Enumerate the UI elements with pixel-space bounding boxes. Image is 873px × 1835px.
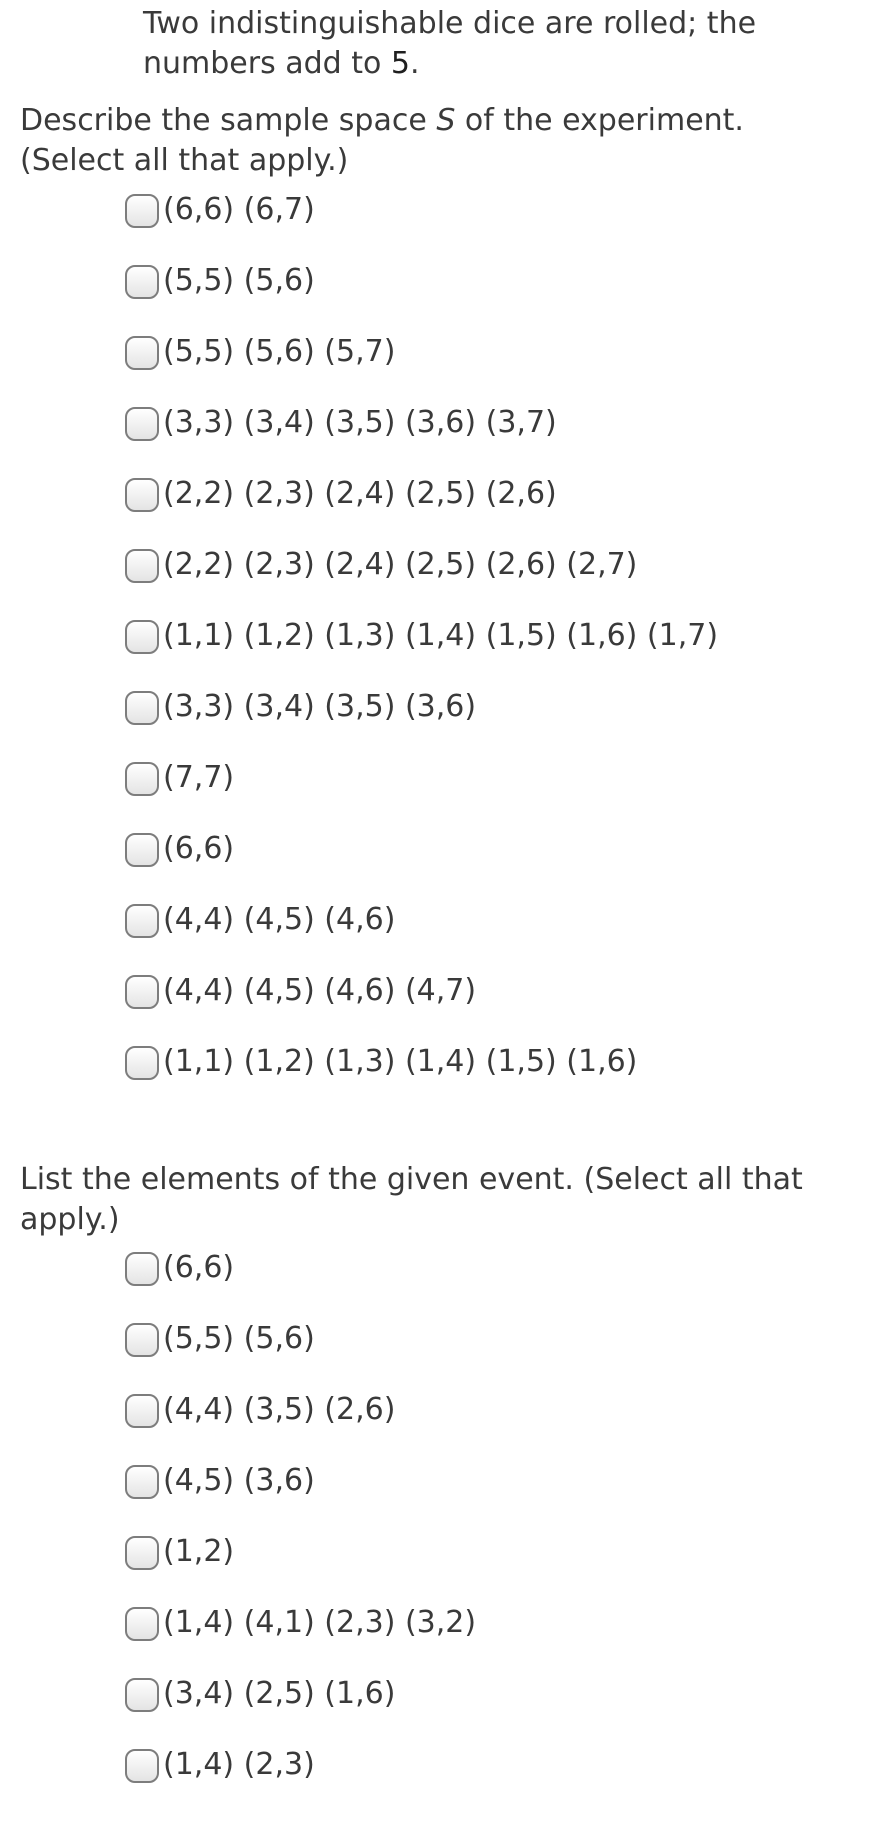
event-elements-checkbox[interactable]: [125, 1749, 159, 1783]
event-elements-option-label[interactable]: (1,2): [163, 1534, 235, 1569]
target-sum: 5: [390, 46, 411, 81]
sample-space-checkbox[interactable]: [125, 265, 159, 299]
sample-space-option-label[interactable]: (1,1) (1,2) (1,3) (1,4) (1,5) (1,6) (1,7): [163, 618, 719, 653]
sample-space-option-label[interactable]: (2,2) (2,3) (2,4) (2,5) (2,6): [163, 476, 557, 511]
sample-space-option-label[interactable]: (2,2) (2,3) (2,4) (2,5) (2,6) (2,7): [163, 547, 638, 582]
event-elements-option-label[interactable]: (4,4) (3,5) (2,6): [163, 1392, 396, 1427]
sample-space-option[interactable]: [125, 900, 718, 971]
problem-text: Two indistinguishable dice are rolled; the numbers add to: [143, 6, 757, 81]
question-sample-space-text-end: of the experiment. (Select all that apply.): [20, 103, 744, 178]
sample-space-option-label[interactable]: (4,4) (4,5) (4,6) (4,7): [163, 973, 477, 1008]
sample-space-checkbox[interactable]: [125, 975, 159, 1009]
event-elements-option[interactable]: [125, 1248, 476, 1319]
sample-space-checkbox[interactable]: [125, 833, 159, 867]
sample-space-option-label[interactable]: (6,6): [163, 831, 235, 866]
sample-space-options: [125, 190, 718, 1113]
sample-space-option[interactable]: [125, 1042, 718, 1113]
sample-space-checkbox[interactable]: [125, 549, 159, 583]
question-sample-space-text: Describe the sample space: [20, 103, 437, 138]
event-elements-checkbox[interactable]: [125, 1678, 159, 1712]
sample-space-option[interactable]: [125, 545, 718, 616]
sample-space-checkbox[interactable]: [125, 762, 159, 796]
sample-space-option[interactable]: [125, 616, 718, 687]
event-elements-option-label[interactable]: (4,5) (3,6): [163, 1463, 315, 1498]
problem-statement: [143, 4, 823, 84]
sample-space-option[interactable]: [125, 261, 718, 332]
event-elements-option[interactable]: [125, 1745, 476, 1816]
sample-space-checkbox[interactable]: [125, 904, 159, 938]
sample-space-checkbox[interactable]: [125, 478, 159, 512]
sample-space-option[interactable]: [125, 474, 718, 545]
sample-space-option-label[interactable]: (3,3) (3,4) (3,5) (3,6) (3,7): [163, 405, 557, 440]
event-elements-checkbox[interactable]: [125, 1536, 159, 1570]
event-elements-option-label[interactable]: (1,4) (2,3): [163, 1747, 315, 1782]
event-elements-option-label[interactable]: (3,4) (2,5) (1,6): [163, 1676, 396, 1711]
question-sample-space: [20, 101, 850, 181]
event-elements-checkbox[interactable]: [125, 1607, 159, 1641]
sample-space-option-label[interactable]: (7,7): [163, 760, 235, 795]
event-elements-checkbox[interactable]: [125, 1394, 159, 1428]
sample-space-checkbox[interactable]: [125, 691, 159, 725]
event-elements-option[interactable]: [125, 1674, 476, 1745]
sample-space-checkbox[interactable]: [125, 194, 159, 228]
sample-space-checkbox[interactable]: [125, 336, 159, 370]
event-elements-option-label[interactable]: (6,6): [163, 1250, 235, 1285]
event-elements-option-label[interactable]: (5,5) (5,6): [163, 1321, 315, 1356]
sample-space-option-label[interactable]: (4,4) (4,5) (4,6): [163, 902, 396, 937]
sample-space-option[interactable]: [125, 687, 718, 758]
sample-space-option-label[interactable]: (3,3) (3,4) (3,5) (3,6): [163, 689, 477, 724]
question-event-elements: List the elements of the given event. (Select all that apply.): [20, 1162, 803, 1237]
event-elements-option[interactable]: [125, 1532, 476, 1603]
event-elements-option-label[interactable]: (1,4) (4,1) (2,3) (3,2): [163, 1605, 477, 1640]
event-elements-option[interactable]: [125, 1603, 476, 1674]
sample-space-option-label[interactable]: (5,5) (5,6): [163, 263, 315, 298]
sample-space-option[interactable]: [125, 829, 718, 900]
sample-space-variable: S: [436, 103, 456, 138]
event-elements-option[interactable]: [125, 1319, 476, 1390]
sample-space-checkbox[interactable]: [125, 620, 159, 654]
sample-space-checkbox[interactable]: [125, 407, 159, 441]
sample-space-option-label[interactable]: (5,5) (5,6) (5,7): [163, 334, 396, 369]
sample-space-option-label[interactable]: (1,1) (1,2) (1,3) (1,4) (1,5) (1,6): [163, 1044, 638, 1079]
sample-space-checkbox[interactable]: [125, 1046, 159, 1080]
event-elements-checkbox[interactable]: [125, 1252, 159, 1286]
event-elements-option[interactable]: [125, 1390, 476, 1461]
event-elements-options: [125, 1248, 476, 1816]
sample-space-option[interactable]: [125, 190, 718, 261]
event-elements-option[interactable]: [125, 1461, 476, 1532]
sample-space-option[interactable]: [125, 758, 718, 829]
sample-space-option-label[interactable]: (6,6) (6,7): [163, 192, 315, 227]
event-elements-checkbox[interactable]: [125, 1323, 159, 1357]
sample-space-option[interactable]: [125, 403, 718, 474]
problem-text-end: .: [410, 46, 420, 81]
event-elements-checkbox[interactable]: [125, 1465, 159, 1499]
sample-space-option[interactable]: [125, 971, 718, 1042]
sample-space-option[interactable]: [125, 332, 718, 403]
